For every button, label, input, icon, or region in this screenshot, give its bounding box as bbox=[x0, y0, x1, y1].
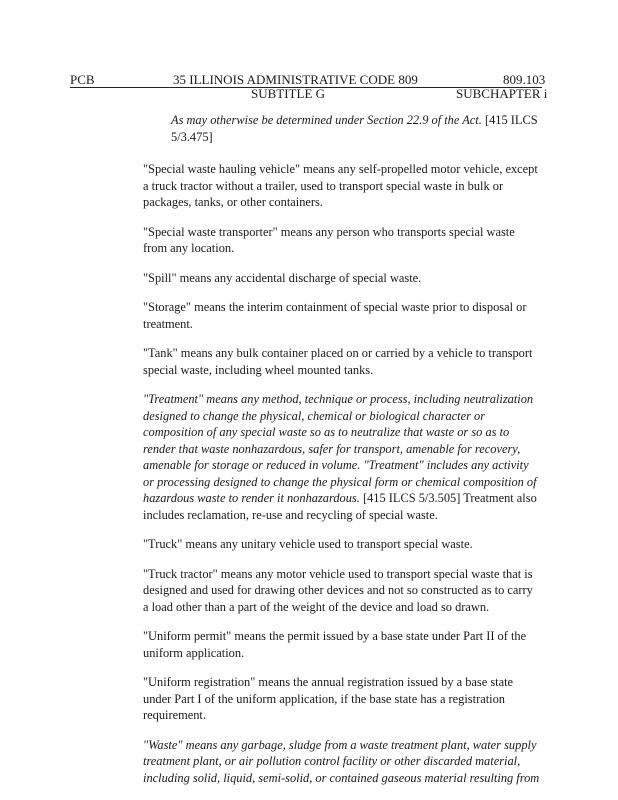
paragraph-text: "Storage" means the interim containment of special waste prior to disposal or treatment. bbox=[143, 300, 527, 331]
definition-truck bbox=[143, 536, 541, 553]
paragraph-text: As may otherwise be determined under Section 22.9 of the Act. bbox=[171, 113, 482, 127]
paragraph-text: "Spill" means any accidental discharge of special waste. bbox=[143, 270, 422, 285]
definition-tank bbox=[143, 345, 541, 378]
statutory-text: "Treatment" means any method, technique or process, including neutralization designed to change the physical, chemical or biological character or composition of any special waste so as to neutralize that waste or so as to render that waste nonhazardous, safer for transport, amenable for recovery, amenable for storage or reduced in volume. "Treatment" includes any activity or processing designed to change the physical form or chemical composition of hazardous waste to render it nonhazardous. bbox=[143, 392, 537, 505]
header-rule bbox=[70, 87, 542, 88]
definition-special-waste-transporter bbox=[143, 224, 541, 257]
paragraph-continuation bbox=[171, 112, 541, 145]
paragraph-text: "Special waste hauling vehicle" means any self-propelled motor vehicle, except a truck tractor without a trailer, used to transport special waste in bulk or packages, tanks, or other containers. bbox=[143, 162, 538, 209]
header-subchapter: SUBCHAPTER i bbox=[456, 86, 548, 101]
header-subtitle: SUBTITLE G bbox=[251, 86, 326, 101]
paragraph-text: "Truck" means any unitary vehicle used to transport special waste. bbox=[143, 537, 473, 551]
paragraph-text: "Truck tractor" means any motor vehicle used to transport special waste that is designed and used for drawing other devices and not so constructed as to carry a load other than a part of the weight of the device and load so drawn. bbox=[143, 566, 533, 614]
definition-truck-tractor bbox=[143, 566, 541, 616]
definition-storage bbox=[143, 299, 541, 332]
citation-text: [415 ILCS 5/3.475] bbox=[171, 113, 538, 144]
statutory-text: "Waste" means any garbage, sludge from a waste treatment plant, water supply treatment plant, or air pollution control facility or other discarded material, including solid, liquid, semi-solid, or contained gaseous material resulting from bbox=[143, 737, 540, 785]
paragraph-text: "Uniform permit" means the permit issued by a base state under Part II of the uniform application. bbox=[143, 629, 527, 660]
header-section-number: 809.103 bbox=[503, 72, 546, 87]
paragraph-text: [415 ILCS 5/3.505] Treatment also includes reclamation, re-use and recycling of special waste. bbox=[143, 491, 537, 522]
paragraph-text: "Tank" means any bulk container placed on or carried by a vehicle to transport special waste, including wheel mounted tanks. bbox=[143, 346, 533, 377]
definition-spill bbox=[143, 270, 541, 287]
definitions-body bbox=[143, 112, 541, 799]
definition-uniform-permit bbox=[143, 628, 541, 661]
definition-uniform-registration bbox=[143, 674, 541, 724]
paragraph-text: "Uniform registration" means the annual registration issued by a base state under Part I of the uniform application, if the base state has a registration requirement. bbox=[143, 675, 514, 722]
header-code-title: 35 ILLINOIS ADMINISTRATIVE CODE 809 bbox=[173, 72, 418, 87]
definition-treatment bbox=[143, 391, 541, 523]
definition-special-waste-hauling-vehicle bbox=[143, 161, 541, 211]
paragraph-text: "Special waste transporter" means any person who transports special waste from any location. bbox=[143, 224, 515, 255]
header-agency: PCB bbox=[70, 72, 95, 87]
definition-waste bbox=[143, 737, 541, 787]
